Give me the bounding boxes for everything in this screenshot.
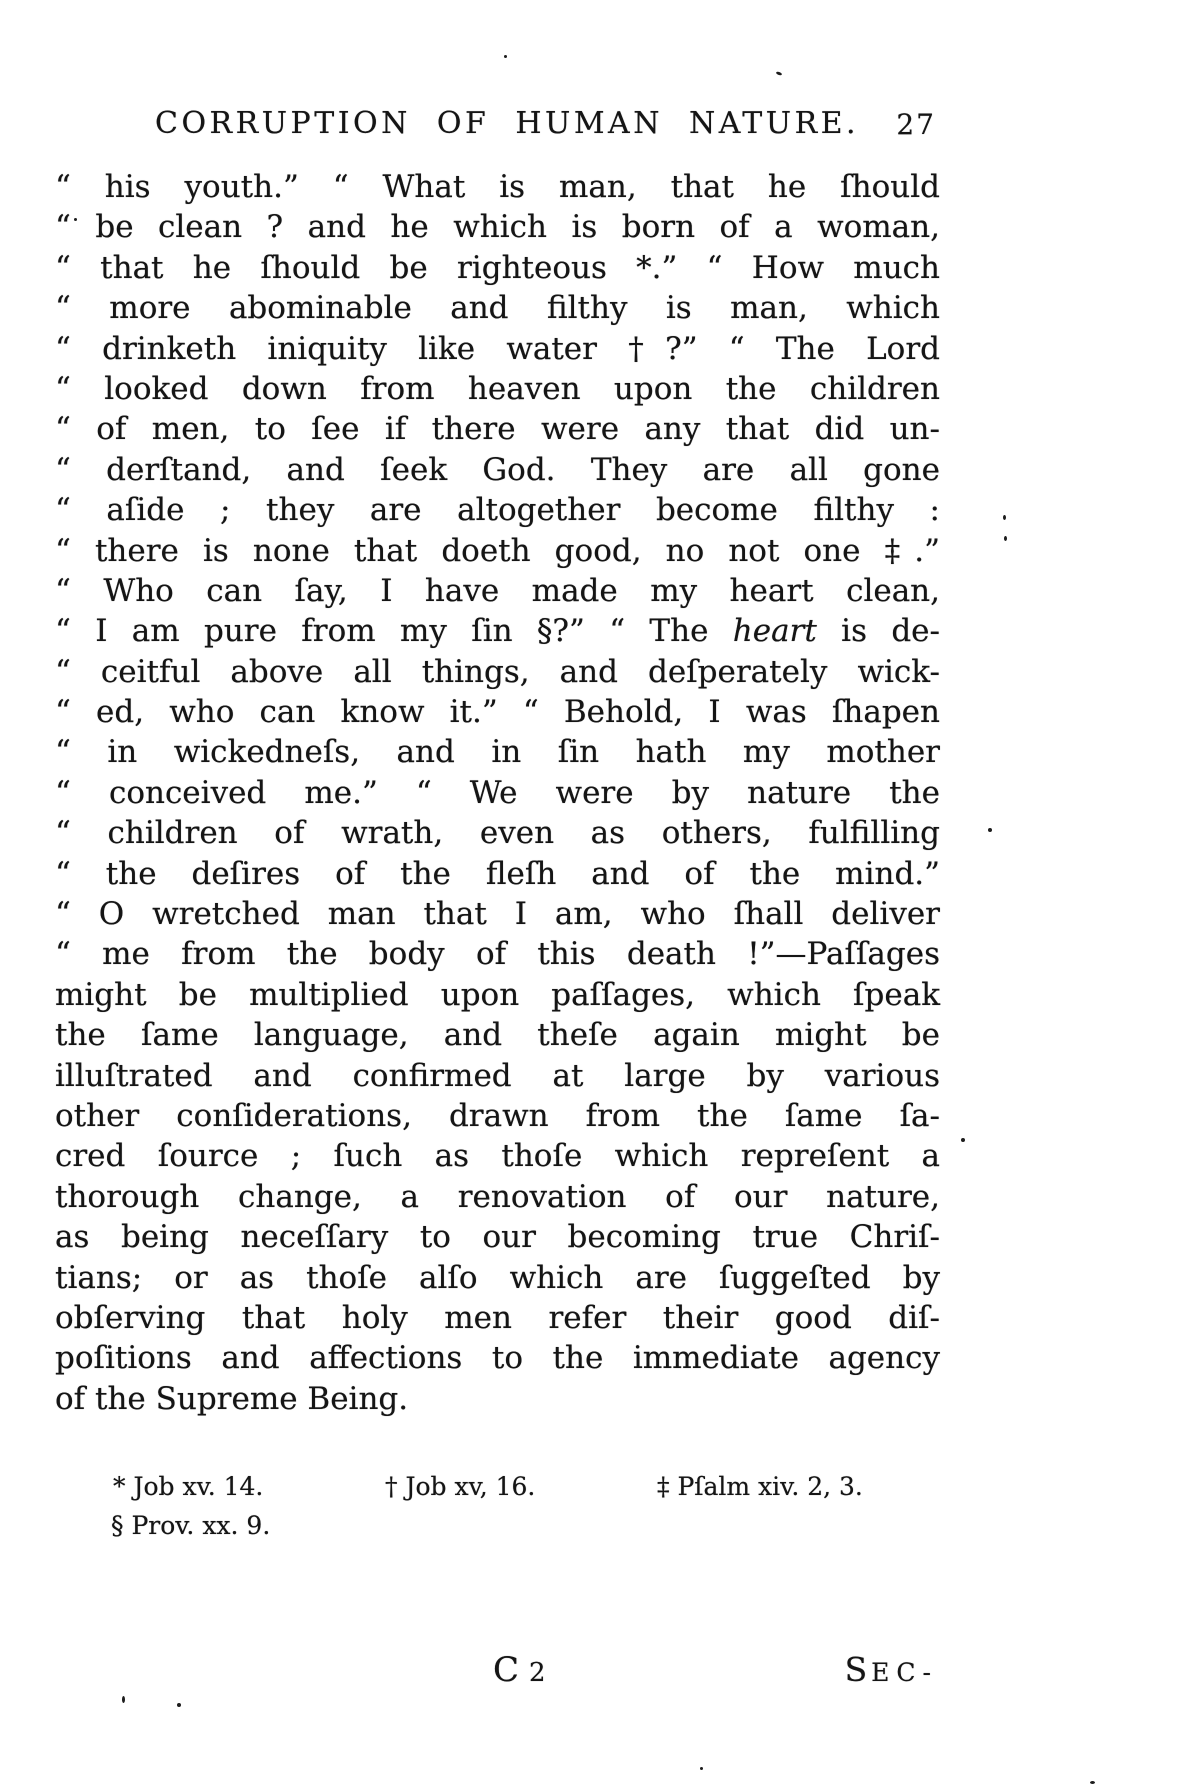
- line-text: other conſiderations, drawn from the ſame ſa-: [55, 1097, 940, 1134]
- line-quote-mark: “: [55, 694, 71, 731]
- ink-speck: [988, 828, 992, 832]
- text-line: [55, 1298, 940, 1338]
- line-quote-mark: “: [55, 290, 71, 327]
- line-quote-mark: “: [55, 774, 71, 811]
- text-line: [55, 167, 940, 207]
- text-line: [55, 813, 940, 853]
- line-quote-mark: “: [55, 896, 71, 933]
- catchword: [845, 1650, 938, 1689]
- line-text: thorough change, a renovation of our nature,: [55, 1178, 940, 1215]
- line-quote-mark: “: [55, 411, 71, 448]
- footnote-dagger: † Job xv, 16.: [385, 1472, 536, 1501]
- text-line: [55, 450, 940, 490]
- text-line: [55, 1056, 940, 1096]
- text-line: [55, 1258, 940, 1298]
- ink-speck: [177, 1703, 181, 1707]
- text-line: [55, 732, 940, 772]
- line-text: poſitions and affections to the immediate agency: [55, 1340, 940, 1377]
- text-line: [55, 611, 940, 651]
- line-text: cred ſource ; ſuch as thoſe which repreſent a: [55, 1138, 940, 1175]
- line-text: the ſame language, and theſe again might be: [55, 1017, 940, 1054]
- line-text: children of wrath, even as others, fulfilling: [107, 815, 940, 852]
- body-text-block: [55, 167, 940, 1419]
- text-line: [55, 854, 940, 894]
- catchword-initial: S: [844, 1650, 868, 1689]
- text-line: [55, 1136, 940, 1176]
- text-line: [55, 692, 940, 732]
- line-quote-mark: “: [55, 370, 71, 407]
- ink-speck: [122, 1696, 125, 1703]
- text-line: [55, 1096, 940, 1136]
- line-text: that he ſhould be righteous *.” “ How much: [100, 249, 940, 286]
- line-quote-mark: “: [55, 936, 71, 973]
- line-text: is de-: [816, 613, 941, 650]
- line-quote-mark: “: [55, 492, 71, 529]
- text-line: [55, 1379, 940, 1419]
- text-line: [55, 773, 940, 813]
- line-text: I am pure from my ſin §?” “ The: [95, 613, 733, 650]
- ink-speck: [1090, 1781, 1095, 1784]
- text-line: [55, 1177, 940, 1217]
- line-text: aſide ; they are altogether become filthy :: [106, 492, 940, 529]
- line-text: derſtand, and ſeek God. They are all gone: [106, 451, 940, 488]
- text-line: [55, 329, 940, 369]
- text-line: [55, 652, 940, 692]
- line-text: more abominable and filthy is man, which: [109, 290, 941, 327]
- line-text: Who can ſay, I have made my heart clean,: [103, 572, 941, 609]
- ink-speck: [504, 55, 507, 58]
- text-line: [55, 894, 940, 934]
- line-text: of men, to ſee if there were any that did un-: [96, 411, 940, 448]
- page-title: CORRUPTION OF HUMAN NATURE.: [155, 106, 860, 141]
- footnote-asterisk: * Job xv. 14.: [113, 1472, 264, 1501]
- line-text: might be multiplied upon paſſages, which ſpeak: [55, 976, 940, 1013]
- line-quote-mark: “: [55, 734, 71, 771]
- ink-speck: [1003, 515, 1006, 520]
- line-text: tians; or as thoſe alſo which are ſuggeſted by: [55, 1259, 940, 1296]
- running-head: [55, 106, 940, 146]
- line-text: illuſtrated and confirmed at large by various: [55, 1057, 940, 1094]
- line-text: ed, who can know it.” “ Behold, I was ſhapen: [96, 694, 940, 731]
- line-text: drinketh iniquity like water †?” “ The Lord: [102, 330, 940, 367]
- line-quote-mark: “: [55, 572, 71, 609]
- footnote-section: § Prov. xx. 9.: [111, 1511, 271, 1540]
- line-text: me from the body of this death !”—Paſſages: [102, 936, 941, 973]
- line-quote-mark: “: [55, 855, 71, 892]
- line-text: looked down from heaven upon the children: [104, 370, 940, 407]
- line-text: O wretched man that I am, who ſhall deliver: [98, 896, 940, 933]
- line-text: conceived me.” “ We were by nature the: [108, 774, 940, 811]
- signature-number: 2: [529, 1658, 546, 1688]
- text-line: [55, 207, 940, 247]
- line-text: obſerving that holy men refer their good diſ-: [55, 1299, 940, 1336]
- line-text: his youth.” “ What is man, that he ſhould: [104, 169, 940, 205]
- text-line: [55, 975, 940, 1015]
- line-quote-mark: “: [55, 330, 71, 367]
- signature-mark: [493, 1650, 546, 1690]
- text-line: [55, 934, 940, 974]
- text-line: [55, 288, 940, 328]
- ink-speck: [1004, 536, 1007, 541]
- line-text: the deſires of the fleſh and of the mind.”: [105, 855, 941, 892]
- text-line: [55, 531, 940, 571]
- text-line: [55, 490, 940, 530]
- footnote-row: [55, 1467, 940, 1506]
- line-quote-mark: “: [55, 451, 71, 488]
- line-text: of the Supreme Being.: [55, 1380, 409, 1417]
- line-text: as being neceſſary to our becoming true Chriſ-: [55, 1219, 940, 1256]
- line-quote-mark: “: [55, 209, 71, 246]
- italic-word: heart: [732, 613, 817, 650]
- line-quote-mark: “: [55, 815, 71, 852]
- ink-speck: [961, 1138, 965, 1142]
- line-text: ceitful above all things, and deſperately wick-: [100, 653, 940, 690]
- text-line: [55, 248, 940, 288]
- page-footer: [55, 1650, 940, 1696]
- footnotes-block: [55, 1467, 940, 1545]
- page-number: 27: [896, 108, 936, 141]
- text-line: [55, 1338, 940, 1378]
- text-line: [55, 369, 940, 409]
- line-quote-mark: “: [55, 249, 71, 286]
- text-line: [55, 1217, 940, 1257]
- line-text: in wickedneſs, and in ſin hath my mother: [107, 734, 940, 771]
- line-quote-mark: “: [55, 532, 71, 569]
- text-line: [55, 1015, 940, 1055]
- line-text: be clean ? and he which is born of a woman,: [95, 209, 940, 246]
- signature-letter: C: [493, 1650, 520, 1690]
- ink-speck: [700, 1767, 703, 1770]
- footnote-row: [55, 1506, 940, 1545]
- line-text: there is none that doeth good, no not one ‡.”: [94, 532, 940, 569]
- line-quote-mark: “: [55, 169, 71, 205]
- text-line: [55, 409, 940, 449]
- ink-speck: [74, 218, 77, 221]
- catchword-rest: EC-: [871, 1658, 938, 1687]
- text-line: [55, 571, 940, 611]
- line-quote-mark: “: [55, 653, 71, 690]
- ink-speck: [776, 71, 783, 76]
- line-quote-mark: “: [55, 613, 71, 650]
- footnote-double-dagger: ‡ Pſalm xiv. 2, 3.: [657, 1472, 863, 1501]
